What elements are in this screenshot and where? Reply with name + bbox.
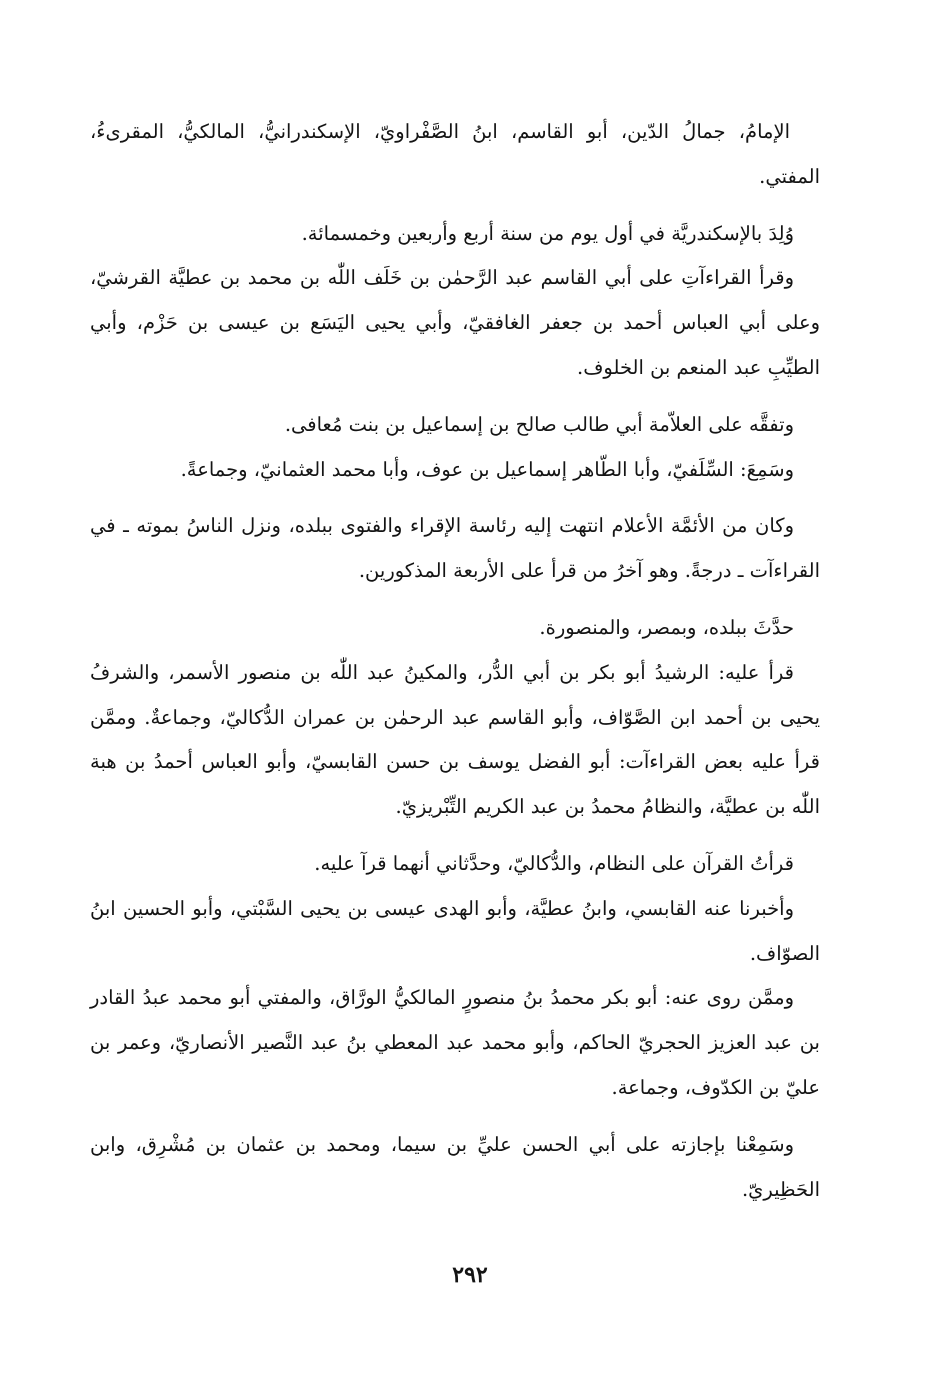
paragraph-fiqh: وتفقَّه على العلاّمة أبي طالب صالح بن إسماعيل بن بنت مُعافى.: [284, 412, 794, 436]
paragraph-status: وكان من الأئمَّة الأعلام انتهت إليه رئاسة الإقراء والفتوى ببلده، ونزل الناسُ بموته ـ في القراءآت ـ درجةً. وهو آخرُ من قرأ على الأربعة المذكورين.: [90, 514, 820, 583]
paragraph-birth: وُلِدَ بالإسكندريَّة في أول يوم من سنة أربع وأربعين وخمسمائة.: [301, 221, 794, 245]
paragraph-narrators: وممَّن روى عنه: أبو بكر محمدُ بنُ منصورٍ المالكيُّ الورَّاق، والمفتي أبو محمد عبدُ القادر بن عبد العزيز الحجريّ الحاكم، وأبو محمد عبد المعطي بنُ عبد النَّصير الأنصاريّ، وعمر بن عليّ بن الكدّوف، وجماعة.: [90, 986, 820, 1099]
paragraph-readings: وقرأ القراءآتِ على أبي القاسم عبد الرَّحمٰن بن خَلَف اللّٰه بن محمد بن عطيَّة القرشيّ، وعلى أبي العباس أحمد بن جعفر الغافقيّ، وأبي يحيى اليَسَع بن عيسى بن حَزْم، وأبي الطيِّبِ عبد المنعم بن الخلوف.: [90, 266, 820, 379]
paragraph-narrated: حدَّثَ ببلده، وبمصر، والمنصورة.: [539, 615, 794, 639]
body-text: [90, 110, 820, 1212]
paragraph-ijaza: وسَمِعْنا بإجازته على أبي الحسن عليِّ بن سيما، ومحمد بن عثمان بن مُشْرِق، وابن الحَظِيريّ.: [90, 1132, 820, 1201]
paragraph-author-reading: قرأتُ القرآن على النظام، والدُّكاليّ، وحدَّثاني أنهما قرآ عليه.: [314, 851, 794, 875]
paragraph-students: قرأ عليه: الرشيدُ أبو بكر بن أبي الدُّر، والمكينُ عبد اللّٰه بن منصور الأسمر، والشرفُ يحيى بن أحمد ابن الصَّوّاف، وأبو القاسم عبد الرحمٰن بن عمران الدُّكاليّ، وجماعةٌ. وممَّن قرأ عليه بعض القراءآت: أبو الفضل يوسف بن حسن القابسيّ، وأبو العباس أحمدُ بن هبة اللّٰه بن عطيَّة، والنظامُ محمدُ بن عبد الكريم التِّبْريزيّ.: [90, 660, 820, 819]
paragraph-name-titles: الإمامُ، جمالُ الدّين، أبو القاسم، ابنُ الصَّفْراويّ، الإسكندرانيُّ، المالكيُّ، المقرىءُ، المفتي.: [90, 120, 820, 188]
paragraph-heard: وسَمِعَ: السِّلَفيّ، وأبا الطّاهر إسماعيل بن عوف، وأبا محمد العثمانيّ، وجماعةً.: [180, 457, 794, 481]
paragraph-informed: وأخبرنا عنه القابسي، وابنُ عطيَّة، وأبو الهدى عيسى بن يحيى السَّبْتي، وأبو الحسين ابنُ الصوّاف.: [90, 896, 820, 965]
page-number: ٢٩٢: [452, 1262, 488, 1288]
